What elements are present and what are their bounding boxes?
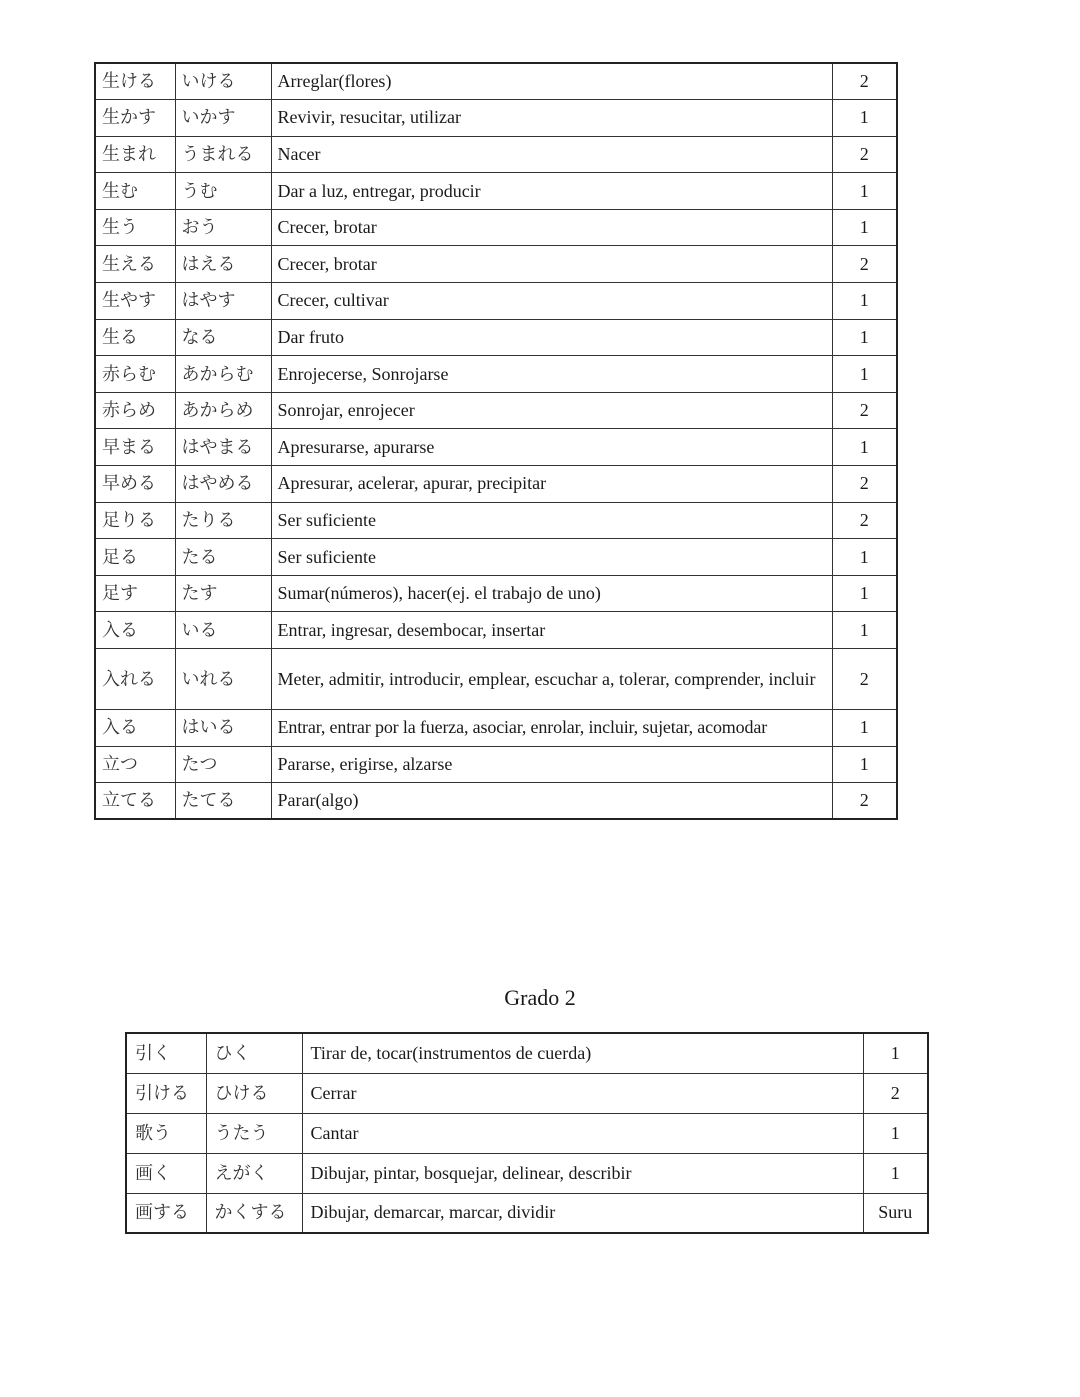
group-cell: 1: [832, 283, 897, 320]
meaning-cell: Dar fruto: [271, 319, 832, 356]
reading-cell: えがく: [206, 1153, 302, 1193]
section-title: Grado 2: [504, 985, 576, 1010]
meaning-cell: Nacer: [271, 136, 832, 173]
reading-cell: かくする: [206, 1193, 302, 1233]
kanji-cell: 引く: [126, 1033, 206, 1073]
group-cell: 2: [832, 783, 897, 820]
meaning-cell: Ser suficiente: [271, 539, 832, 576]
meaning-cell: Revivir, resucitar, utilizar: [271, 100, 832, 137]
kanji-cell: 入る: [95, 612, 175, 649]
meaning-cell: Entrar, ingresar, desembocar, insertar: [271, 612, 832, 649]
group-cell: 1: [832, 356, 897, 393]
reading-cell: たりる: [175, 502, 271, 539]
kanji-cell: 入る: [95, 710, 175, 747]
meaning-cell: Pararse, erigirse, alzarse: [271, 746, 832, 783]
table-row: [126, 1033, 928, 1073]
meaning-cell: Crecer, brotar: [271, 246, 832, 283]
kanji-cell: 赤らめ: [95, 392, 175, 429]
meaning-cell: Apresurar, acelerar, apurar, precipitar: [271, 466, 832, 503]
table-row: [95, 539, 897, 576]
meaning-cell: Sonrojar, enrojecer: [271, 392, 832, 429]
vocab-table-2: [125, 1032, 929, 1234]
kanji-cell: 画く: [126, 1153, 206, 1193]
group-cell: 1: [832, 100, 897, 137]
kanji-cell: 生む: [95, 173, 175, 210]
meaning-cell: Parar(algo): [271, 783, 832, 820]
table-row: [95, 63, 897, 100]
group-cell: 1: [832, 612, 897, 649]
kanji-cell: 生ける: [95, 63, 175, 100]
kanji-cell: 入れる: [95, 649, 175, 710]
table-row: [95, 173, 897, 210]
group-cell: 2: [832, 502, 897, 539]
kanji-cell: 生える: [95, 246, 175, 283]
meaning-cell: Cantar: [302, 1113, 863, 1153]
meaning-cell: Enrojecerse, Sonrojarse: [271, 356, 832, 393]
table-row: [95, 209, 897, 246]
meaning-cell: Crecer, brotar: [271, 209, 832, 246]
group-cell: 2: [832, 392, 897, 429]
meaning-cell: Meter, admitir, introducir, emplear, escuchar a, tolerar, comprender, incluir: [271, 649, 832, 710]
meaning-cell: Entrar, entrar por la fuerza, asociar, enrolar, incluir, sujetar, acomodar: [271, 710, 832, 747]
group-cell: 1: [832, 429, 897, 466]
reading-cell: たる: [175, 539, 271, 576]
reading-cell: たつ: [175, 746, 271, 783]
vocab-table-1: [94, 62, 898, 820]
table-row: [95, 649, 897, 710]
table-row: [95, 783, 897, 820]
group-cell: 1: [832, 319, 897, 356]
reading-cell: はやめる: [175, 466, 271, 503]
meaning-cell: Sumar(números), hacer(ej. el trabajo de uno): [271, 575, 832, 612]
kanji-cell: 歌う: [126, 1113, 206, 1153]
kanji-cell: 生やす: [95, 283, 175, 320]
table-row: [126, 1193, 928, 1233]
reading-cell: あからむ: [175, 356, 271, 393]
reading-cell: なる: [175, 319, 271, 356]
reading-cell: はやす: [175, 283, 271, 320]
meaning-cell: Tirar de, tocar(instrumentos de cuerda): [302, 1033, 863, 1073]
reading-cell: ひく: [206, 1033, 302, 1073]
meaning-cell: Cerrar: [302, 1073, 863, 1113]
meaning-cell: Arreglar(flores): [271, 63, 832, 100]
reading-cell: たてる: [175, 783, 271, 820]
group-cell: 1: [832, 710, 897, 747]
table-row: [95, 100, 897, 137]
group-cell: 1: [832, 575, 897, 612]
meaning-cell: Dibujar, demarcar, marcar, dividir: [302, 1193, 863, 1233]
table-row: [126, 1113, 928, 1153]
meaning-cell: Ser suficiente: [271, 502, 832, 539]
table-row: [95, 429, 897, 466]
reading-cell: おう: [175, 209, 271, 246]
group-cell: 2: [832, 63, 897, 100]
table-row: [95, 746, 897, 783]
kanji-cell: 画する: [126, 1193, 206, 1233]
reading-cell: あからめ: [175, 392, 271, 429]
table-row: [95, 356, 897, 393]
kanji-cell: 引ける: [126, 1073, 206, 1113]
meaning-cell: Apresurarse, apurarse: [271, 429, 832, 466]
group-cell: 1: [832, 173, 897, 210]
group-cell: 2: [832, 136, 897, 173]
table-row: [95, 392, 897, 429]
group-cell: 2: [832, 466, 897, 503]
reading-cell: たす: [175, 575, 271, 612]
table-row: [95, 246, 897, 283]
group-cell: 1: [863, 1113, 928, 1153]
table-row: [95, 283, 897, 320]
reading-cell: いれる: [175, 649, 271, 710]
group-cell: 2: [832, 649, 897, 710]
meaning-cell: Dar a luz, entregar, producir: [271, 173, 832, 210]
kanji-cell: 足す: [95, 575, 175, 612]
table-row: [95, 136, 897, 173]
reading-cell: いる: [175, 612, 271, 649]
table-row: [95, 612, 897, 649]
group-cell: 1: [832, 746, 897, 783]
reading-cell: はいる: [175, 710, 271, 747]
kanji-cell: 立つ: [95, 746, 175, 783]
table-row: [126, 1073, 928, 1113]
reading-cell: いかす: [175, 100, 271, 137]
reading-cell: うむ: [175, 173, 271, 210]
table-row: [95, 466, 897, 503]
kanji-cell: 赤らむ: [95, 356, 175, 393]
meaning-cell: Crecer, cultivar: [271, 283, 832, 320]
kanji-cell: 生る: [95, 319, 175, 356]
meaning-cell: Dibujar, pintar, bosquejar, delinear, describir: [302, 1153, 863, 1193]
table-row: [95, 502, 897, 539]
table-row: [95, 710, 897, 747]
kanji-cell: 生う: [95, 209, 175, 246]
group-cell: 1: [863, 1153, 928, 1193]
table-row: [95, 575, 897, 612]
reading-cell: いける: [175, 63, 271, 100]
reading-cell: うたう: [206, 1113, 302, 1153]
group-cell: 2: [863, 1073, 928, 1113]
kanji-cell: 生まれ: [95, 136, 175, 173]
group-cell: 1: [832, 539, 897, 576]
kanji-cell: 早める: [95, 466, 175, 503]
group-cell: Suru: [863, 1193, 928, 1233]
group-cell: 1: [863, 1033, 928, 1073]
kanji-cell: 足る: [95, 539, 175, 576]
group-cell: 1: [832, 209, 897, 246]
table-row: [95, 319, 897, 356]
group-cell: 2: [832, 246, 897, 283]
kanji-cell: 早まる: [95, 429, 175, 466]
reading-cell: うまれる: [175, 136, 271, 173]
kanji-cell: 立てる: [95, 783, 175, 820]
kanji-cell: 足りる: [95, 502, 175, 539]
table-row: [126, 1153, 928, 1193]
kanji-cell: 生かす: [95, 100, 175, 137]
reading-cell: はえる: [175, 246, 271, 283]
reading-cell: ひける: [206, 1073, 302, 1113]
reading-cell: はやまる: [175, 429, 271, 466]
